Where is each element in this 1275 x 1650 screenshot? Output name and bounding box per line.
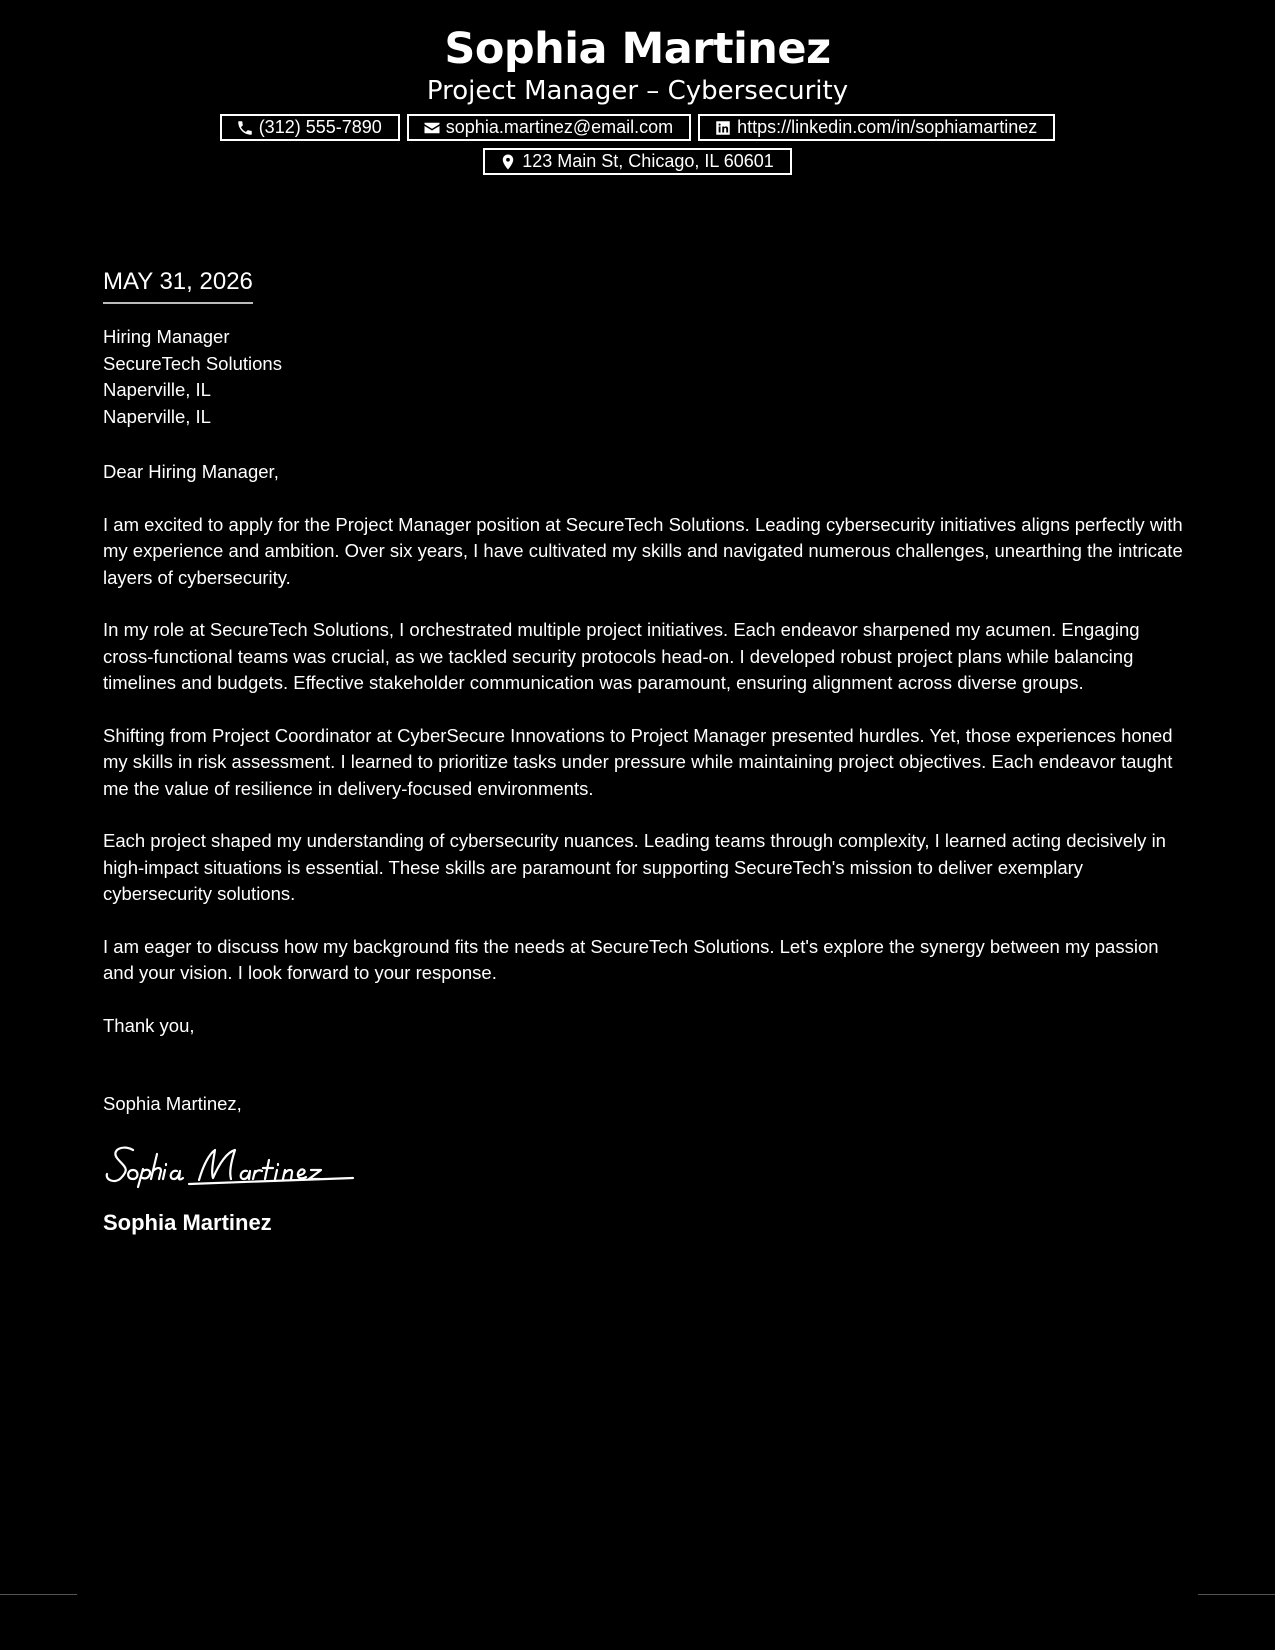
closing: Thank you, (103, 1014, 195, 1036)
address-text: 123 Main St, Chicago, IL 60601 (522, 151, 774, 171)
email-chip[interactable] (407, 114, 691, 141)
printed-name: Sophia Martinez (103, 1209, 272, 1235)
linkedin-chip[interactable] (698, 114, 1055, 141)
letter-date: MAY 31, 2026 (103, 266, 253, 304)
body-paragraph: I am excited to apply for the Project Manager position at SecureTech Solutions. Leading cybersecurity initiatives aligns perfectly with my experience and ambition. Over six years, I have cultivated my skills and navigated numerous challenges, unearthing the intricate layers of cybersecurity. (103, 513, 1183, 588)
recipient-line: Naperville, IL (103, 405, 211, 427)
body-paragraph: Shifting from Project Coordinator at CyberSecure Innovations to Project Manager presented hurdles. Yet, those experiences honed my skills in risk assessment. I learned to prioritize tasks under pressure while maintaining project objectives. Each endeavor taught me the value of resilience in delivery-focused environments. (103, 724, 1173, 799)
address-chip[interactable] (483, 148, 792, 175)
phone-chip[interactable] (220, 114, 400, 141)
envelope-icon (423, 119, 441, 137)
email-text: sophia.martinez@email.com (445, 117, 674, 137)
linkedin-text: https://linkedin.com/in/sophiamartinez (737, 117, 1038, 137)
body-paragraph: In my role at SecureTech Solutions, I orchestrated multiple project initiatives. Each endeavor sharpened my acumen. Engaging cross-functional teams was crucial, as we tackled security protocols head-on. I developed robust project plans while balancing timelines and budgets. Effective stakeholder communication was paramount, ensuring alignment across diverse groups. (103, 619, 1140, 693)
body-paragraph: I am eager to discuss how my background fits the needs at SecureTech Solutions. Let's explore the synergy between my passion and your vision. I look forward to your response. (103, 935, 1159, 983)
handwritten-signature (103, 1142, 363, 1190)
phone-text: (312) 555-7890 (258, 117, 382, 137)
linkedin-icon (714, 119, 732, 137)
address-row (0, 148, 1275, 175)
recipient-block (103, 324, 1183, 430)
letter-body (103, 266, 1183, 1236)
signoff-name: Sophia Martinez, (103, 1093, 242, 1114)
footer-divider-left (0, 1594, 77, 1595)
letter-header (0, 22, 1275, 175)
footer-divider-right (1198, 1594, 1275, 1595)
recipient-line: Naperville, IL (103, 379, 211, 400)
body-paragraph: Each project shaped my understanding of cybersecurity nuances. Leading teams through complexity, I learned acting decisively in high-impact situations is essential. These skills are paramount for supporting SecureTech's mission to deliver exemplary cybersecurity solutions. (103, 830, 1166, 904)
recipient-line: SecureTech Solutions (103, 352, 282, 374)
recipient-line: Hiring Manager (103, 326, 230, 347)
phone-icon (236, 119, 254, 137)
salutation: Dear Hiring Manager, (103, 461, 279, 482)
contact-row (0, 114, 1275, 141)
applicant-title: Project Manager – Cybersecurity (426, 76, 849, 106)
map-marker-icon (499, 153, 517, 171)
applicant-name: Sophia Martinez (444, 24, 831, 74)
